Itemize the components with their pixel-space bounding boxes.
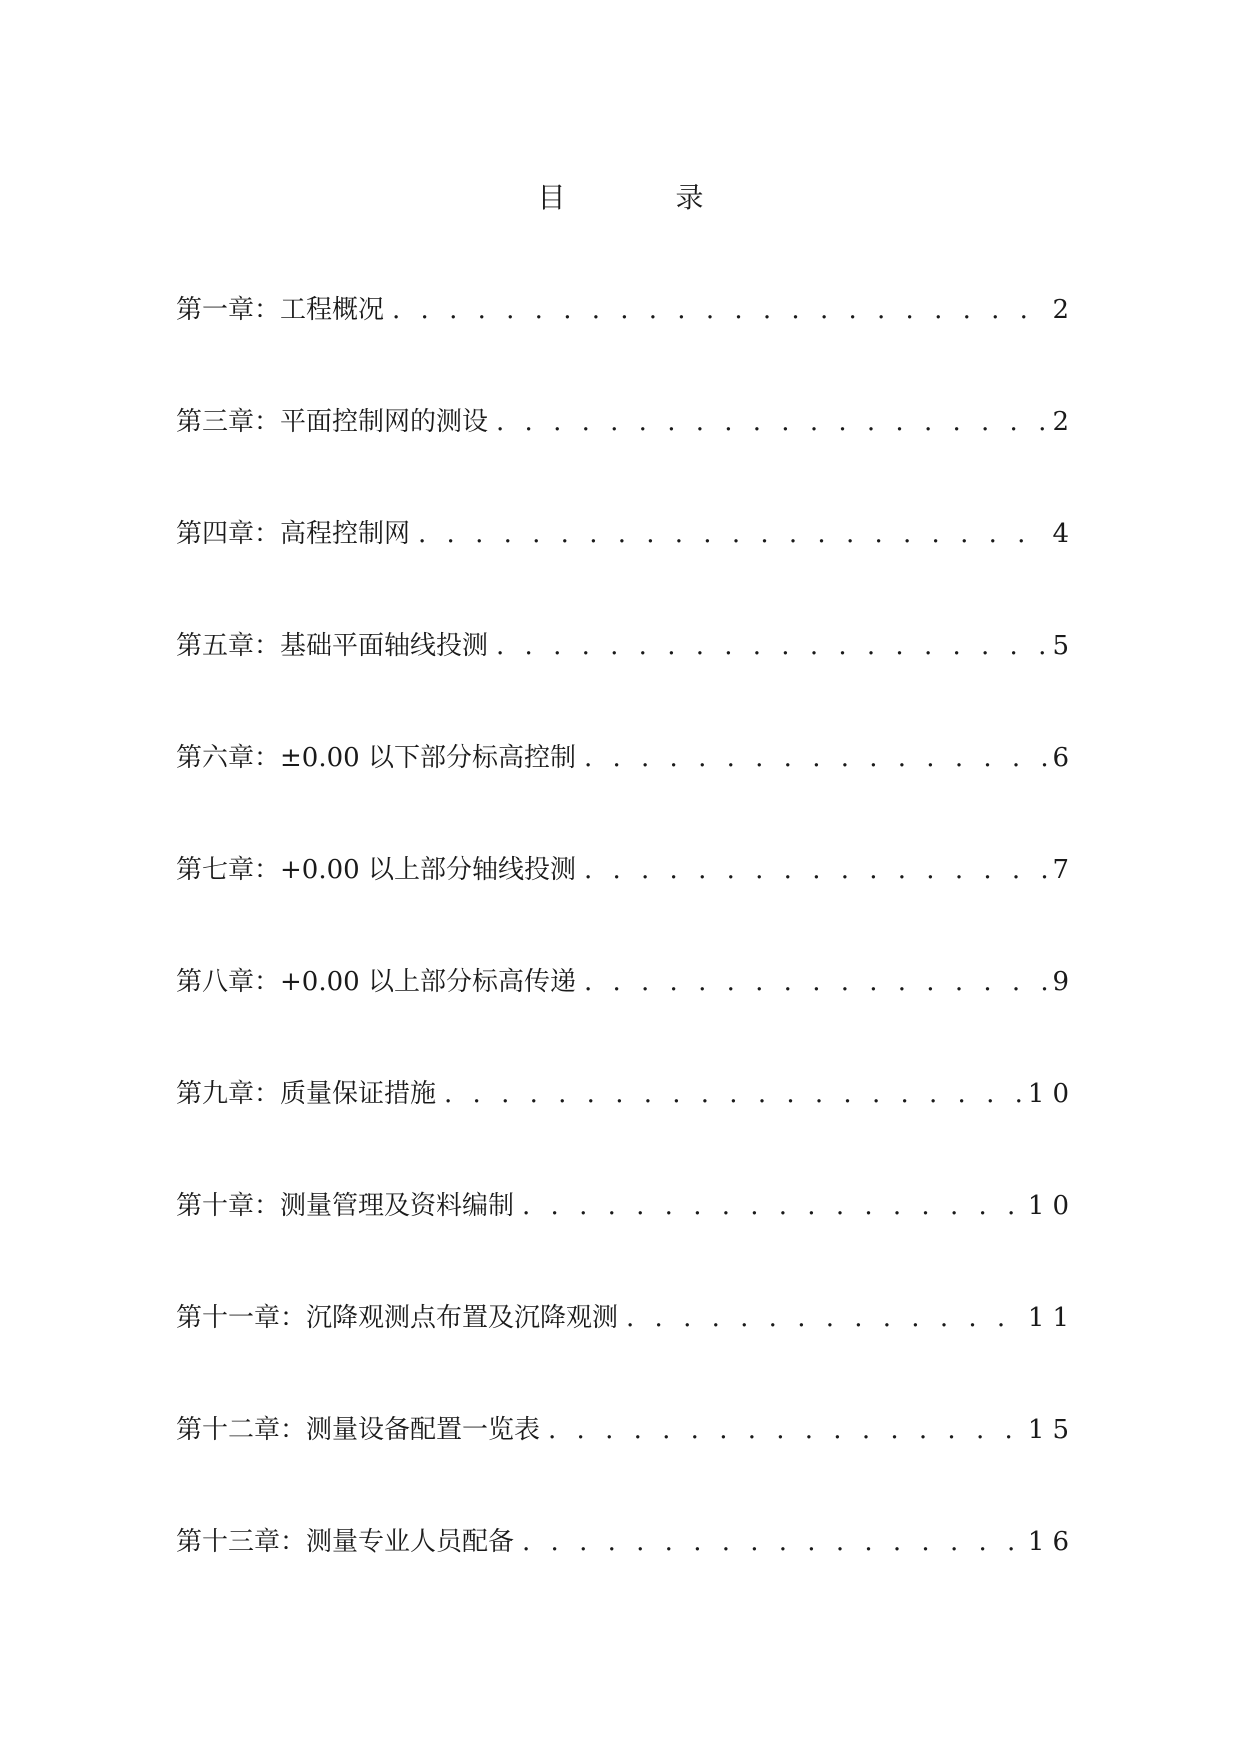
toc-entry-label: 第九章：质量保证措施 — [176, 1079, 437, 1109]
table-of-contents — [176, 290, 1077, 1634]
toc-heading-char-1: 目 — [537, 181, 566, 214]
toc-entry-page: 10 — [1027, 1079, 1077, 1109]
toc-entry-page: 2 — [1052, 407, 1077, 437]
toc-entry[interactable] — [176, 626, 1077, 738]
toc-entry[interactable] — [176, 290, 1077, 402]
toc-entry[interactable] — [176, 402, 1077, 514]
toc-entry-label: 第三章：平面控制网的测设 — [176, 407, 489, 437]
toc-entry-label: 第七章：+0.00 以上部分轴线投测 — [176, 855, 576, 885]
toc-entry-page: 7 — [1052, 855, 1077, 885]
toc-entry-label: 第一章：工程概况 — [176, 295, 385, 325]
toc-entry[interactable] — [176, 738, 1077, 850]
toc-entry[interactable] — [176, 850, 1077, 962]
toc-entry[interactable] — [176, 1186, 1077, 1298]
toc-entry-label: 第五章：基础平面轴线投测 — [176, 631, 489, 661]
toc-dot-leader — [584, 738, 1049, 778]
toc-entry-page: 5 — [1052, 631, 1077, 661]
toc-entry-label: 第十三章：测量专业人员配备 — [176, 1527, 515, 1557]
toc-dot-leader — [584, 850, 1049, 890]
toc-dot-leader — [522, 1186, 1024, 1226]
toc-dot-leader — [444, 1074, 1024, 1114]
toc-entry[interactable] — [176, 1298, 1077, 1410]
toc-entry[interactable] — [176, 1410, 1077, 1522]
toc-dot-leader — [496, 626, 1048, 666]
toc-dot-leader — [522, 1522, 1024, 1562]
toc-entry-page: 16 — [1027, 1527, 1077, 1557]
toc-heading-char-2: 录 — [675, 181, 704, 214]
toc-entry-page: 10 — [1027, 1191, 1077, 1221]
toc-entry-page: 6 — [1052, 743, 1077, 773]
toc-entry[interactable] — [176, 1074, 1077, 1186]
toc-entry-page: 4 — [1052, 519, 1077, 549]
toc-dot-leader — [626, 1298, 1024, 1338]
toc-entry[interactable] — [176, 514, 1077, 626]
toc-dot-leader — [584, 962, 1049, 1002]
toc-entry-page: 11 — [1027, 1303, 1077, 1333]
toc-entry-page: 2 — [1052, 295, 1077, 325]
toc-entry-label: 第八章：+0.00 以上部分标高传递 — [176, 967, 576, 997]
toc-entry-page: 9 — [1052, 967, 1077, 997]
toc-dot-leader — [392, 290, 1048, 330]
toc-entry-label: 第十二章：测量设备配置一览表 — [176, 1415, 541, 1445]
toc-entry[interactable] — [176, 962, 1077, 1074]
toc-entry-label: 第十章：测量管理及资料编制 — [176, 1191, 515, 1221]
toc-dot-leader — [548, 1410, 1024, 1450]
toc-entry-label: 第六章：±0.00 以下部分标高控制 — [176, 743, 576, 773]
toc-heading — [0, 178, 1241, 218]
toc-entry-page: 15 — [1027, 1415, 1077, 1445]
toc-entry-label: 第十一章：沉降观测点布置及沉降观测 — [176, 1303, 619, 1333]
toc-entry[interactable] — [176, 1522, 1077, 1634]
toc-dot-leader — [496, 402, 1048, 442]
toc-dot-leader — [418, 514, 1048, 554]
toc-entry-label: 第四章：高程控制网 — [176, 519, 411, 549]
